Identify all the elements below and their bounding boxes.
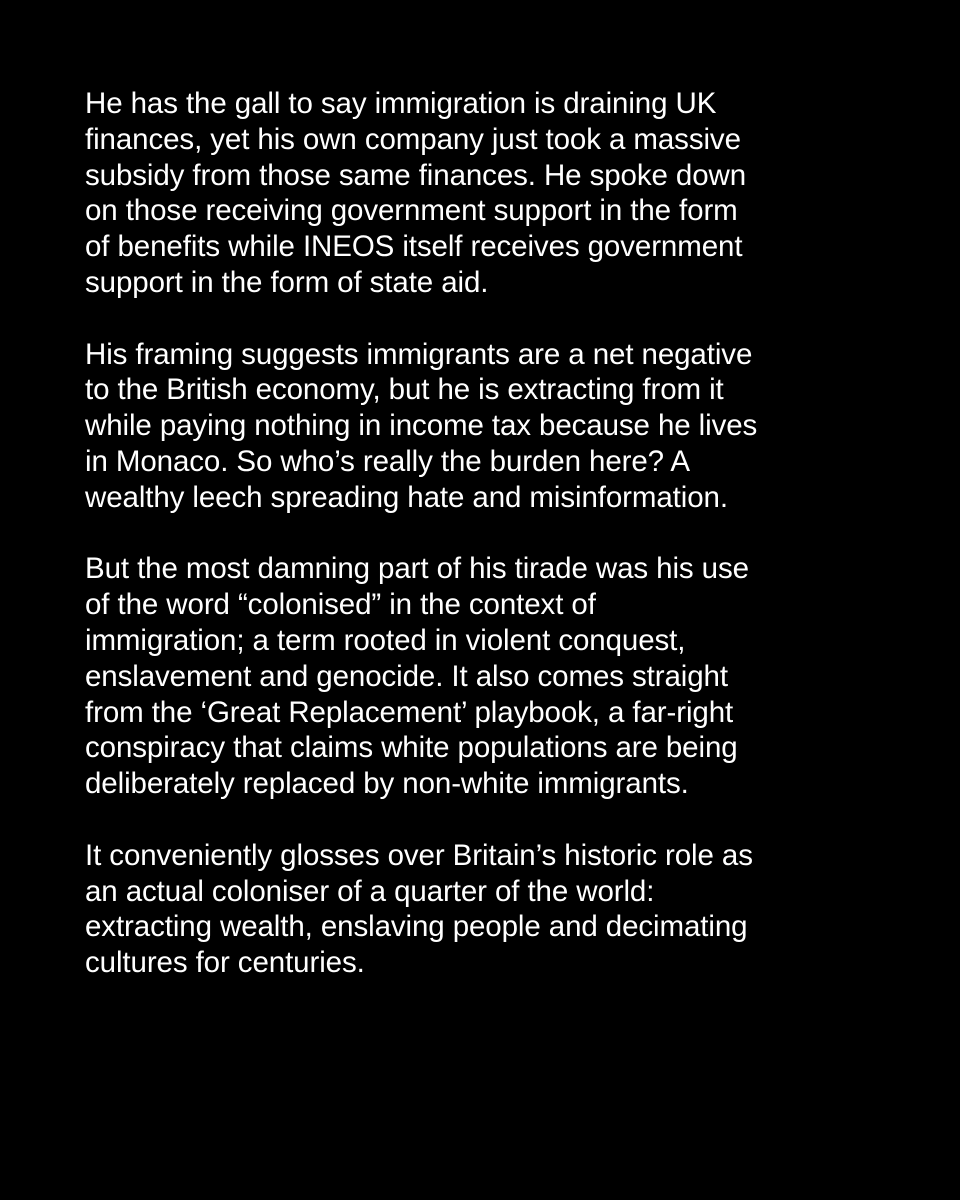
paragraph-line: finances, yet his own company just took a massive — [85, 122, 741, 156]
paragraph-line: from the ‘Great Replacement’ playbook, a far-right — [85, 695, 734, 729]
paragraph-4 — [85, 838, 890, 981]
paragraph-line: But the most damning part of his tirade was his use — [85, 552, 749, 586]
paragraph-line: deliberately replaced by non-white immigrants. — [85, 767, 689, 801]
paragraph-line: He has the gall to say immigration is draining UK — [85, 87, 717, 120]
paragraph-line: while paying nothing in income tax because he lives — [85, 409, 758, 443]
paragraph-line: in Monaco. So who’s really the burden here? A — [85, 444, 691, 478]
paragraph-line: subsidy from those same finances. He spoke down — [85, 158, 747, 192]
paragraph-line: His framing suggests immigrants are a net negative — [85, 337, 753, 371]
paragraph-3 — [85, 551, 890, 802]
paragraph-line: support in the form of state aid. — [85, 265, 489, 299]
paragraph-line: enslavement and genocide. It also comes straight — [85, 659, 728, 693]
paragraph-line: It conveniently glosses over Britain’s historic role as — [85, 838, 753, 872]
paragraph-line: conspiracy that claims white populations are being — [85, 731, 738, 765]
paragraph-line: immigration; a term rooted in violent conquest, — [85, 623, 686, 657]
paragraph-line: wealthy leech spreading hate and misinformation. — [85, 480, 728, 514]
paragraph-1 — [85, 86, 890, 301]
paragraph-line: on those receiving government support in the form — [85, 194, 738, 228]
paragraph-line: cultures for centuries. — [85, 946, 365, 980]
paragraph-line: of benefits while INEOS itself receives government — [85, 230, 743, 264]
paragraph-2 — [85, 337, 890, 516]
paragraph-line: extracting wealth, enslaving people and decimating — [85, 910, 748, 944]
paragraph-line: an actual coloniser of a quarter of the world: — [85, 874, 655, 908]
paragraph-line: to the British economy, but he is extracting from it — [85, 373, 724, 407]
paragraph-line: of the word “colonised” in the context of — [85, 588, 596, 622]
